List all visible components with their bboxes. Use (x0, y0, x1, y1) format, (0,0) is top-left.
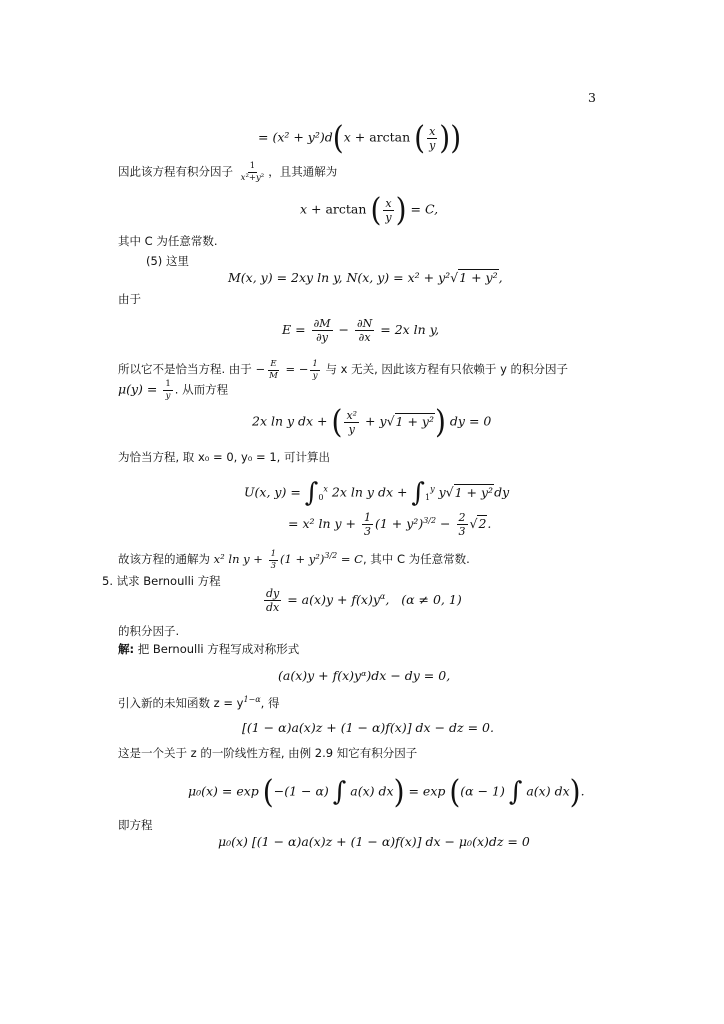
equation-e: E = $\frac{\partial M}{\partial y}$ − $\frac{\partial N}{\partial x}$ = 2x ln y, (282, 317, 440, 344)
paragraph-exact-equation: 为恰当方程, 取 x₀ = 0, y₀ = 1, 可计算出 (118, 450, 330, 464)
equation-final: μ₀(x) [(1 − α)a(x)z + (1 − α)f(x)] dx − μ₀(x)dz = 0 (218, 834, 530, 849)
paragraph-not-exact: 所以它不是恰当方程. 由于 − $\frac{E}{M}$ = − $\frac{1}{y}$ 与 x 无关, 因此该方程有只依赖于 y 的积分因子 (118, 359, 569, 381)
paragraph-bernoulli-problem: 5. 试求 Bernoulli 方程 (102, 574, 221, 588)
equation-general-solution: x + arctan ( $\frac{x}{y}$ ) = C, (300, 190, 439, 229)
paragraph-solution-intro: 解: 把 Bernoulli 方程写成对称形式 (118, 642, 300, 656)
paragraph-since: 由于 (118, 292, 141, 306)
page-number: 3 (588, 90, 596, 105)
equation-exact: 2x ln y dx + ( $\frac{\text{x²}}{y}$ + y√1 + y²) dy = 0 (252, 402, 492, 441)
equation-mu0: μ₀(x) = exp (−(1 − α) ∫ a(x) dx) = exp ((α − 1) ∫ a(x) dx). (188, 772, 585, 811)
equation-1: = (x² + y²)d(x + arctan ( $\frac{x}{y}$ )) (258, 118, 462, 157)
paragraph-c-constant: 其中 C 为任意常数. (118, 234, 218, 248)
paragraph-linear-equation: 这是一个关于 z 的一阶线性方程, 由例 2.9 知它有积分因子 (118, 746, 418, 760)
paragraph-general-solution: 故该方程的通解为 x² ln y + $\frac{1}{3}$ $(1 + y^2)^{3/2} = C$, 其中 C 为任意常数. (118, 549, 470, 571)
equation-m-n: M(x, y) = 2xy ln y, N(x, y) = x² + y²√1 + y², (228, 270, 503, 285)
paragraph-part-5: (5) 这里 (146, 254, 189, 268)
equation-bernoulli: $\frac{dy}{dx}$ = $a(x)y + f(x)y^\alpha$, (α ≠ 0, 1) (266, 587, 462, 614)
equation-symmetric-form: (a(x)y + f(x)yᵅ)dx − dy = 0, (278, 668, 451, 683)
paragraph-integrating-factor: 因此该方程有积分因子 $\frac{1}{\text{x²+y²}}$ ，且其通解为 (118, 161, 338, 183)
equation-linear-z: [(1 − α)a(x)z + (1 − α)f(x)] dx − dz = 0. (242, 720, 494, 735)
paragraph-namely: 即方程 (118, 818, 153, 832)
paragraph-mu-y: μ(y) = $\frac{1}{y}$ . 从而方程 (118, 379, 229, 401)
paragraph-new-unknown: 引入新的未知函数 $z = y^{1-\alpha}$, 得 (118, 695, 280, 710)
equation-u: U(x, $y) = \int_0^x$ 2x ln y dx + $\int_1^y$ y√1 + y²dy (244, 478, 510, 508)
paragraph-integrating-factor-question: 的积分因子. (118, 624, 180, 638)
equation-u-result: = x² ln y + $\frac{1}{3}$ $(1 + y^2)^{3/2}$ − $\frac{2}{3}$ √2. (288, 511, 492, 538)
